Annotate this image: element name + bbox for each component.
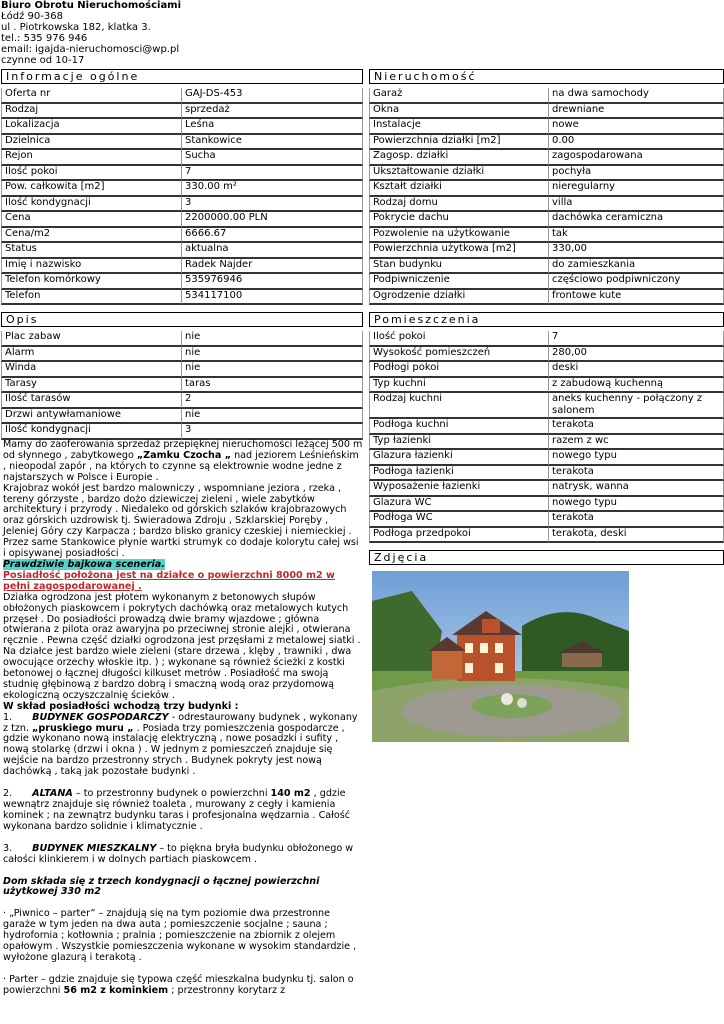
- agency-name: Biuro Obrotu Nieruchomościami: [1, 0, 182, 11]
- field-value: 535976946: [182, 274, 363, 290]
- table-row: [369, 274, 724, 290]
- table-row: [1, 409, 363, 425]
- table-row: [1, 181, 363, 197]
- table-row: [1, 88, 363, 104]
- description-text: [3, 440, 363, 997]
- field-value: 2200000.00 PLN: [182, 212, 363, 228]
- desc-basement: · „Piwnico – parter” – znajdują się na tym poziomie dwa przestronne garaże w tym jeden na dwa auta ; pomieszczenie socjalne ; sauna ; hydrofornia ; kotłownia ; pralnia ; pomieszczenie na zbiornik z olejem opałowym . Wszystkie pomieszczenia wykonane w wysokim standardzie , wyłożone glazurą i terakotą .: [3, 908, 357, 963]
- field-label: Glazura WC: [369, 497, 549, 513]
- field-label: Typ łazienki: [369, 435, 549, 451]
- desc-paragraph: Mamy do zaoferowania sprzedaż przepięknej nieruchomości leżącej 500 m od słynnego , zabytkowego „Zamku Czocha „ nad jeziorem Leśnieńskim , nieopodal zapór , na których to czynne są elektrownie wodne jedne z najstarszych w Polsce i Europie .: [3, 439, 363, 483]
- table-row: [1, 104, 363, 120]
- field-value: nie: [182, 331, 363, 347]
- field-value: deski: [549, 362, 724, 378]
- field-value: nie: [182, 347, 363, 363]
- table-row: [1, 166, 363, 182]
- field-label: Rodzaj: [1, 104, 182, 120]
- field-value: z zabudową kuchenną: [549, 378, 724, 394]
- table-row: [1, 150, 363, 166]
- table-row: [1, 243, 363, 259]
- table-row: [1, 259, 363, 275]
- description-table: [1, 331, 363, 440]
- field-value: terakota: [549, 419, 724, 435]
- field-value: tak: [549, 228, 724, 244]
- table-row: [369, 466, 724, 482]
- table-row: [369, 166, 724, 182]
- field-value: 330.00 m²: [182, 181, 363, 197]
- description-section-title: Opis: [1, 312, 363, 327]
- table-row: [369, 481, 724, 497]
- table-row: [1, 228, 363, 244]
- field-value: razem z wc: [549, 435, 724, 451]
- field-label: Wysokość pomieszczeń: [369, 347, 549, 363]
- desc-ground-floor: · Parter – gdzie znajduje się typowa część mieszkalna budynku tj. salon o powierzchni 56 m2 z kominkiem ; przestronny korytarz z: [3, 973, 354, 996]
- table-row: [369, 259, 724, 275]
- field-value: nie: [182, 409, 363, 425]
- field-value: drewniane: [549, 104, 724, 120]
- agency-header: [1, 0, 181, 66]
- desc-building-3: 3. BUDYNEK MIESZKALNY – to piękna bryła budynku obłożonego w całości klinkierem i w dolnych partiach piaskowcem .: [3, 842, 354, 865]
- photos-section-title: Zdjęcia: [369, 550, 724, 565]
- field-label: Ilość kondygnacji: [1, 197, 182, 213]
- field-value: terakota: [549, 466, 724, 482]
- field-value: nowego typu: [549, 497, 724, 513]
- table-row: [369, 393, 724, 419]
- field-label: Kształt działki: [369, 181, 549, 197]
- field-value: aktualna: [182, 243, 363, 259]
- field-value: nowego typu: [549, 450, 724, 466]
- table-row: [369, 347, 724, 363]
- desc-paragraph: Na działce jest bardzo wiele zieleni (stare drzewa , klęby , trawniki , dwa owocujące orzechy włoskie itp. ) ; wykonane są również ścieżki z kostki betonowej o łącznej długości kilkuset metrów . Posiadłość ma swoją studnię głębinową z bardzo dobrą i smaczną wodą oraz przydomową ekologiczną oczyszczalnię ścieków .: [3, 646, 352, 701]
- field-label: Oferta nr: [1, 88, 182, 104]
- field-label: Rodzaj kuchni: [369, 393, 549, 419]
- table-row: [369, 528, 724, 544]
- field-label: Wyposażenie łazienki: [369, 481, 549, 497]
- field-label: Telefon: [1, 290, 182, 306]
- desc-plot-info: Posiadłość położona jest na działce o powierzchni 8000 m2 w pełni zagospodarowanej .: [3, 569, 335, 592]
- field-value: 3: [182, 197, 363, 213]
- table-row: [1, 393, 363, 409]
- desc-paragraph: Krajobraz wokół jest bardzo malowniczy , wspomniane jeziora , rzeka , tereny górzyste , bardzo dożo dziewiczej zieleni , wiele zabytków architektury i przyrody . Niedaleko od górskich szlaków krajobrazowych oraz górskich uzdrowisk tj. Świeradowa Zdroju , Szklarskiej Poręby , Jeleniej Góry czy Karpacza ; bardzo blisko granicy czeskiej i niemieckiej .: [3, 482, 352, 538]
- table-row: [369, 135, 724, 151]
- field-label: Powierzchnia użytkowa [m2]: [369, 243, 549, 259]
- table-row: [1, 274, 363, 290]
- field-label: Powierzchnia działki [m2]: [369, 135, 549, 151]
- desc-building-1: 1. BUDYNEK GOSPODARCZY - odrestaurowany budynek , wykonany z tzn. „pruskiego muru „ . Posiada trzy pomieszczenia gospodarcze , gdzie wykonano nową instalację elektryczną , nowe posadzki i sufity , nową stolarkę (drzwi i okna ) . W jednym z pomieszczeń znajduje się wejście na bardzo przestronny strych . Budynek pokryty jest nową dachówką , taką jak pozostałe budynki .: [3, 711, 358, 778]
- field-value: Stankowice: [182, 135, 363, 151]
- field-label: Telefon komórkowy: [1, 274, 182, 290]
- table-row: [369, 181, 724, 197]
- table-row: [369, 104, 724, 120]
- field-label: Zagosp. działki: [369, 150, 549, 166]
- table-row: [369, 150, 724, 166]
- field-label: Ilość tarasów: [1, 393, 182, 409]
- table-row: [1, 135, 363, 151]
- field-label: Cena: [1, 212, 182, 228]
- agency-hours: czynne od 10-17: [1, 55, 85, 66]
- field-value: Radek Najder: [182, 259, 363, 275]
- table-row: [369, 197, 724, 213]
- field-label: Rejon: [1, 150, 182, 166]
- table-row: [369, 212, 724, 228]
- field-label: Podłogi pokoi: [369, 362, 549, 378]
- desc-building-2: 2. ALTANA – to przestronny budynek o powierzchni 140 m2 , gdzie wewnątrz znajduje się również toaleta , murowany z cegły i kamienia kominek ; na zewnątrz budynku taras i profesjonalna wędzarnia . Całość wykonana bardzo solidnie i klimatycznie .: [3, 788, 351, 832]
- table-row: [369, 450, 724, 466]
- field-value: sprzedaż: [182, 104, 363, 120]
- field-value: 7: [182, 166, 363, 182]
- desc-paragraph: Działka ogrodzona jest płotem wykonanym z betonowych słupów obłożonych piaskowcem i pokrytych dachówką oraz metalowych kutych przęseł . Do posiadłości prowadzą dwie bramy wjazdowe ; główna otwierana z pilota oraz awaryjna po przeciwnej stronie alejki , otwierana ręcznie . Pewna część działki ogrodzona jest przęsłami z metalowej siatki .: [3, 591, 361, 647]
- table-row: [369, 362, 724, 378]
- field-label: Podłoga kuchni: [369, 419, 549, 435]
- field-value: 7: [549, 331, 724, 347]
- table-row: [1, 378, 363, 394]
- field-label: Podłoga przedpokoi: [369, 528, 549, 544]
- agency-street: ul . Piotrkowska 182, klatka 3.: [1, 22, 151, 33]
- table-row: [1, 424, 363, 440]
- field-label: Lokalizacja: [1, 119, 182, 135]
- house-photo-illustration: [372, 571, 629, 742]
- field-label: Garaż: [369, 88, 549, 104]
- general-section-title: Informacje ogólne: [1, 69, 363, 84]
- field-label: Drzwi antywłamaniowe: [1, 409, 182, 425]
- field-label: Podłoga WC: [369, 512, 549, 528]
- field-label: Instalacje: [369, 119, 549, 135]
- field-value: frontowe kute: [549, 290, 724, 306]
- field-label: Glazura łazienki: [369, 450, 549, 466]
- field-label: Status: [1, 243, 182, 259]
- field-label: Pokrycie dachu: [369, 212, 549, 228]
- field-label: Ukształtowanie działki: [369, 166, 549, 182]
- property-section-title: Nieruchomość: [369, 69, 724, 84]
- field-label: Okna: [369, 104, 549, 120]
- table-row: [369, 243, 724, 259]
- field-value: taras: [182, 378, 363, 394]
- field-label: Podłoga łazienki: [369, 466, 549, 482]
- field-label: Pozwolenie na użytkowanie: [369, 228, 549, 244]
- property-photo[interactable]: [372, 571, 629, 742]
- field-label: Ilość pokoi: [1, 166, 182, 182]
- field-label: Cena/m2: [1, 228, 182, 244]
- field-value: nowe: [549, 119, 724, 135]
- table-row: [369, 378, 724, 394]
- field-value: nieregularny: [549, 181, 724, 197]
- desc-house-area: Dom składa się z trzech kondygnacji o łącznej powierzchni użytkowej 330 m2: [3, 875, 320, 898]
- field-value: do zamieszkania: [549, 259, 724, 275]
- table-row: [369, 331, 724, 347]
- table-row: [1, 347, 363, 363]
- field-value: 330,00: [549, 243, 724, 259]
- field-value: 2: [182, 393, 363, 409]
- field-label: Plac zabaw: [1, 331, 182, 347]
- agency-phone: tel.: 535 976 946: [1, 33, 88, 44]
- property-table: [369, 88, 724, 305]
- field-value: 0.00: [549, 135, 724, 151]
- field-value: na dwa samochody: [549, 88, 724, 104]
- table-row: [369, 435, 724, 451]
- field-value: dachówka ceramiczna: [549, 212, 724, 228]
- table-row: [1, 197, 363, 213]
- field-label: Ilość pokoi: [369, 331, 549, 347]
- field-value: villa: [549, 197, 724, 213]
- table-row: [369, 419, 724, 435]
- field-label: Ogrodzenie działki: [369, 290, 549, 306]
- table-row: [369, 228, 724, 244]
- field-value: Leśna: [182, 119, 363, 135]
- field-value: 3: [182, 424, 363, 440]
- table-row: [1, 212, 363, 228]
- field-value: natrysk, wanna: [549, 481, 724, 497]
- field-value: Sucha: [182, 150, 363, 166]
- agency-email: email: igajda-nieruchomosci@wp.pl: [1, 44, 180, 55]
- agency-city: Łódź 90-368: [1, 11, 63, 22]
- field-label: Stan budynku: [369, 259, 549, 275]
- field-label: Alarm: [1, 347, 182, 363]
- field-value: częściowo podpiwniczony: [549, 274, 724, 290]
- field-label: Dzielnica: [1, 135, 182, 151]
- field-label: Pow. całkowita [m2]: [1, 181, 182, 197]
- table-row: [1, 331, 363, 347]
- field-value: GAJ-DS-453: [182, 88, 363, 104]
- field-label: Tarasy: [1, 378, 182, 394]
- field-value: terakota: [549, 512, 724, 528]
- desc-highlight: Prawdziwie bajkowa sceneria.: [3, 558, 165, 570]
- field-label: Winda: [1, 362, 182, 378]
- field-label: Rodzaj domu: [369, 197, 549, 213]
- field-value: nie: [182, 362, 363, 378]
- table-row: [369, 88, 724, 104]
- field-value: 534117100: [182, 290, 363, 306]
- field-value: pochyła: [549, 166, 724, 182]
- field-value: 6666.67: [182, 228, 363, 244]
- desc-buildings-heading: W skład posiadłości wchodzą trzy budynki :: [3, 700, 239, 712]
- general-table: [1, 88, 363, 305]
- table-row: [369, 290, 724, 306]
- rooms-section-title: Pomieszczenia: [369, 312, 724, 327]
- field-label: Ilość kondygnacji: [1, 424, 182, 440]
- field-value: 280,00: [549, 347, 724, 363]
- desc-paragraph: Przez same Stankowice płynie wartki strumyk co dodaje kolorytu całej wsi i opisywanej posiadłości .: [3, 537, 359, 560]
- field-label: Typ kuchni: [369, 378, 549, 394]
- table-row: [1, 119, 363, 135]
- rooms-table: [369, 331, 724, 543]
- table-row: [1, 290, 363, 306]
- table-row: [369, 497, 724, 513]
- field-label: Podpiwniczenie: [369, 274, 549, 290]
- field-label: Imię i nazwisko: [1, 259, 182, 275]
- field-value: aneks kuchenny - połączony z salonem: [549, 393, 724, 419]
- table-row: [1, 362, 363, 378]
- table-row: [369, 512, 724, 528]
- field-value: zagospodarowana: [549, 150, 724, 166]
- table-row: [369, 119, 724, 135]
- field-value: terakota, deski: [549, 528, 724, 544]
